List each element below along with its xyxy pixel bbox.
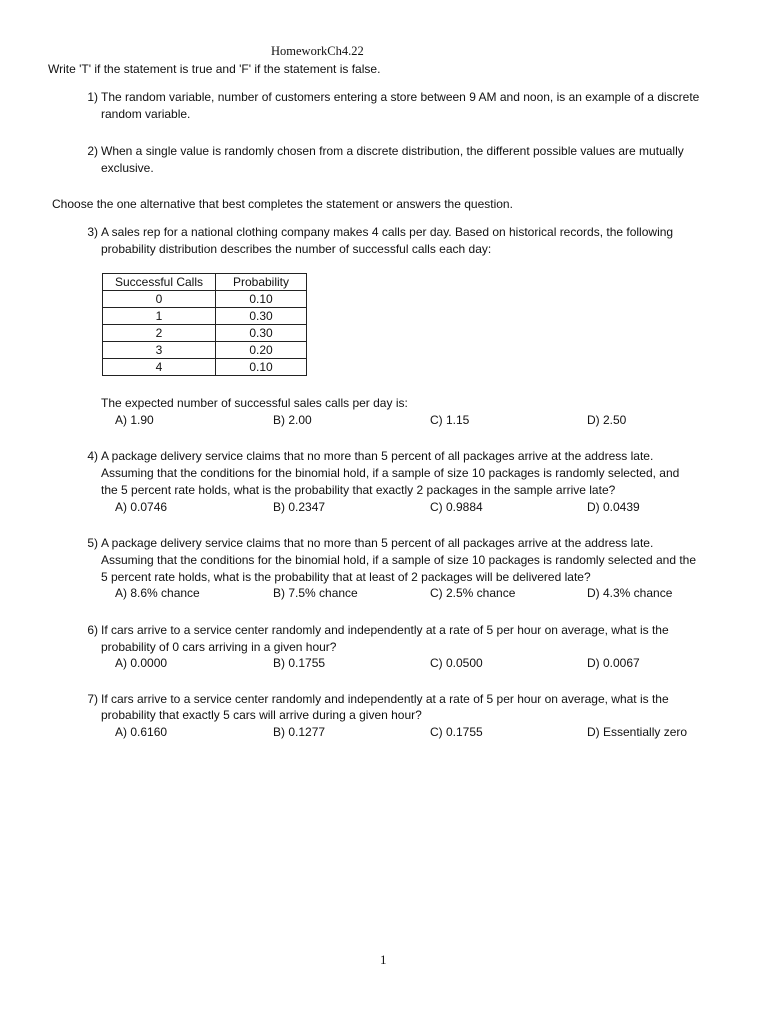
answer-option-b: B) 0.2347	[273, 500, 326, 514]
answer-option-c: C) 2.5% chance	[430, 586, 516, 600]
table-row	[103, 359, 307, 376]
question-number: 2)	[87, 144, 98, 158]
answer-option-d: D) 4.3% chance	[587, 586, 673, 600]
answer-option-b: B) 7.5% chance	[273, 586, 358, 600]
table-cell: 0.20	[216, 342, 307, 359]
table-row	[103, 308, 307, 325]
answer-option-d: D) 0.0439	[587, 500, 640, 514]
table-cell: 2	[103, 325, 216, 342]
page-title: HomeworkCh4.22	[271, 44, 364, 58]
answer-option-c: C) 0.9884	[430, 500, 483, 514]
answer-option-d: D) Essentially zero	[587, 725, 688, 739]
answer-option-a: A) 8.6% chance	[115, 586, 200, 600]
question-text-line: the 5 percent rate holds, what is the probability that exactly 2 packages in the sample arrive late?	[101, 483, 616, 497]
question-text-line: A package delivery service claims that no more than 5 percent of all packages arrive at the address late.	[101, 449, 654, 463]
question-number: 1)	[87, 90, 98, 104]
table-cell: 0.10	[216, 359, 307, 376]
table-header-cell: Probability	[216, 274, 307, 291]
answer-option-a: A) 0.0746	[115, 500, 168, 514]
table-cell: 0	[103, 291, 216, 308]
question-text-line: probability of 0 cars arriving in a given hour?	[101, 640, 337, 654]
question-text-line: The random variable, number of customers entering a store between 9 AM and noon, is an example of a discrete	[101, 90, 700, 104]
answer-option-c: C) 1.15	[430, 413, 470, 427]
table-header-row	[103, 274, 307, 291]
section2-instruction: Choose the one alternative that best completes the statement or answers the question.	[52, 197, 513, 211]
question-text-line: If cars arrive to a service center randomly and independently at a rate of 5 per hour on average, what is the	[101, 692, 669, 706]
answer-option-c: C) 0.0500	[430, 656, 483, 670]
question-text-line: probability that exactly 5 cars will arrive during a given hour?	[101, 708, 422, 722]
question-text-line: A package delivery service claims that no more than 5 percent of all packages arrive at the address late.	[101, 536, 654, 550]
question-text-line: When a single value is randomly chosen from a discrete distribution, the different possible values are mutually	[101, 144, 684, 158]
question-stem: The expected number of successful sales calls per day is:	[101, 396, 408, 410]
answer-option-c: C) 0.1755	[430, 725, 483, 739]
question-number: 7)	[87, 692, 98, 706]
question-text-line: random variable.	[101, 107, 191, 121]
question-text-line: Assuming that the conditions for the binomial hold, if a sample of size 10 packages is randomly selected and the	[101, 553, 697, 567]
answer-option-d: D) 0.0067	[587, 656, 640, 670]
answer-option-b: B) 2.00	[273, 413, 312, 427]
question-text-line: If cars arrive to a service center randomly and independently at a rate of 5 per hour on average, what is the	[101, 623, 669, 637]
table-row	[103, 342, 307, 359]
answer-option-b: B) 0.1277	[273, 725, 326, 739]
section1-instruction: Write 'T' if the statement is true and 'F' if the statement is false.	[48, 62, 381, 76]
answer-option-a: A) 1.90	[115, 413, 154, 427]
answer-option-a: A) 0.6160	[115, 725, 168, 739]
question-number: 3)	[87, 225, 98, 239]
table-cell: 4	[103, 359, 216, 376]
question-text-line: exclusive.	[101, 161, 154, 175]
question-text-line: 5 percent rate holds, what is the probability that at least of 2 packages will be delivered late?	[101, 570, 591, 584]
table-header-cell: Successful Calls	[103, 274, 216, 291]
question-number: 4)	[87, 449, 98, 463]
table-cell: 3	[103, 342, 216, 359]
answer-option-b: B) 0.1755	[273, 656, 326, 670]
probability-table	[102, 273, 307, 376]
table-row	[103, 291, 307, 308]
question-text-line: Assuming that the conditions for the binomial hold, if a sample of size 10 packages is randomly selected, and	[101, 466, 680, 480]
table-cell: 0.30	[216, 308, 307, 325]
answer-option-d: D) 2.50	[587, 413, 627, 427]
question-text-line: A sales rep for a national clothing company makes 4 calls per day. Based on historical records, the following	[101, 225, 674, 239]
question-number: 5)	[87, 536, 98, 550]
table-cell: 0.10	[216, 291, 307, 308]
page-number: 1	[380, 952, 387, 967]
table-cell: 0.30	[216, 325, 307, 342]
table-cell: 1	[103, 308, 216, 325]
answer-option-a: A) 0.0000	[115, 656, 168, 670]
table-row	[103, 325, 307, 342]
question-text-line: probability distribution describes the number of successful calls each day:	[101, 242, 492, 256]
question-number: 6)	[87, 623, 98, 637]
